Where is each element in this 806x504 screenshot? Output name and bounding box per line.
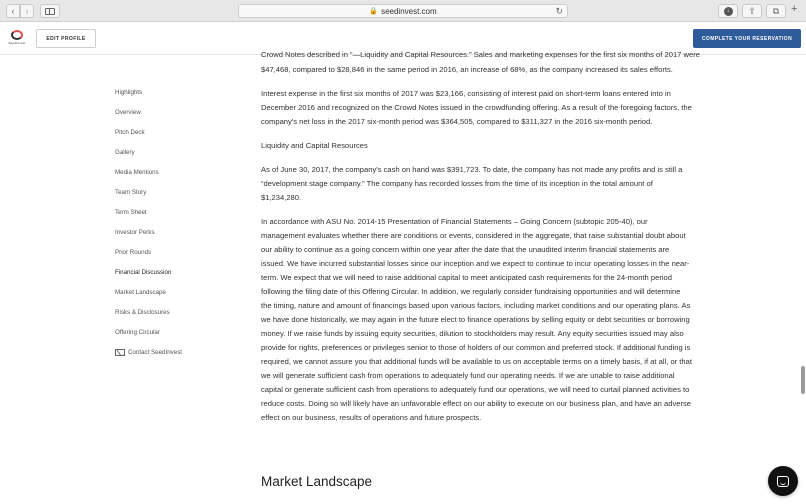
nav-item-pitch-deck[interactable]: Pitch Deck [115,129,145,136]
nav-item-prior-rounds[interactable]: Prior Rounds [115,249,152,256]
downloads-icon: ↓ [724,7,733,16]
sidebar-icon [45,8,55,15]
downloads-button[interactable] [718,4,738,18]
forward-button[interactable] [20,4,34,18]
forward-icon: › [25,6,29,16]
nav-item-gallery[interactable]: Gallery [115,149,135,156]
new-tab-icon[interactable]: + [791,3,798,15]
nav-item-team-story[interactable]: Team Story [115,189,147,196]
sidebar-toggle-button[interactable] [40,4,60,18]
contact-label: Contact SeedInvest [128,349,183,356]
chat-icon [777,476,789,487]
tabs-icon: ⧉ [772,5,780,16]
logo-text: SeedInvest [8,40,26,45]
share-button[interactable] [742,4,762,18]
nav-item-investor-perks[interactable]: Investor Perks [115,229,155,236]
nav-item-contact-seedinvest[interactable] [115,349,182,356]
nav-item-media-mentions[interactable]: Media Mentions [115,169,159,176]
lock-icon: 🔒 [369,8,379,15]
mail-icon [115,349,125,356]
url-text: seedinvest.com [381,6,437,16]
chat-button[interactable] [768,466,798,496]
nav-item-financial-discussion[interactable]: Financial Discussion [115,269,172,276]
edit-profile-button[interactable]: EDIT PROFILE [36,29,96,48]
nav-item-overview[interactable]: Overview [115,109,141,116]
back-button[interactable] [6,4,20,18]
reload-icon[interactable]: ↻ [555,6,563,16]
interest-paragraph: Interest expense in the first six months of 2017 was $23,166, consisting of interest paid on short-term loans entered into in December 2016 and recognized on the Crowd Notes issued in the crowdfunding offering. As a result of the foregoing factors, the company's net loss in the 2017 six-month period was $364,505, compared to $311,327 in the 2016 six-month period. [261,89,692,126]
logo-mark-icon [11,30,23,40]
going-concern-paragraph: In accordance with ASU No. 2014-15 Presentation of Financial Statements – Going Concern (subtopic 205-40), our management evaluates whether there are conditions or events, considered in the aggregate, that raise substantial doubt about our ability to continue as a going concern within one year after the date that the unaudited interim financial statements are issued. We have incurred substantial losses since our inception and we expect to continue to incur operating losses in the near-term. We expect that we will need to raise additional capital to meet anticipated cash requirements for the 24-month period following the filing date of this Offering Circular. In addition, we regularly consider fundraising opportunities and will determine the timing, nature and amount of financings based upon various factors, including market conditions and our operating plans. As we have done historically, we may again in the future elect to finance operations by selling equity or debt securities or borrowing money. If we raise funds by issuing equity securities, dilution to stockholders may result. Any equity securities issued may also provide for rights, preferences or privileges senior to those of holders of our common and preferred stock. If additional funding is required, we cannot assure you that additional funds will be available to us on acceptable terms on a timely basis, if at all, or that we will generate sufficient cash from operations to adequately fund our operating needs. If we are unable to raise additional capital or generate sufficient cash from operations to adequately fund our operations, we will need to curtail planned activities to reduce costs. Doing so will likely have an unfavorable effect on our ability to execute on our business plan, and have an adverse effect on our business, results of operations and future prospects. [261,217,692,422]
seedinvest-logo[interactable] [8,29,26,45]
tabs-button[interactable] [766,4,786,18]
nav-item-offering-circular[interactable]: Offering Circular [115,329,160,336]
browser-toolbar [0,0,806,22]
share-icon: ⇧ [748,5,756,16]
back-icon: ‹ [11,6,15,16]
page-scrollbar[interactable] [801,366,805,394]
paragraph-line: Crowd Notes described in “—Liquidity and Capital Resources.” Sales and marketing expenses for the first six months of 2017 were [261,50,700,59]
paragraph-line: $47,468, compared to $28,846 in the same period in 2016, an increase of 68%, as the company increased its sales efforts. [261,65,673,74]
complete-reservation-button[interactable]: COMPLETE YOUR RESERVATION [693,29,801,48]
nav-item-highlights[interactable]: Highlights [115,89,143,96]
nav-item-market-landscape[interactable]: Market Landscape [115,289,166,296]
nav-item-term-sheet[interactable]: Term Sheet [115,209,147,216]
nav-item-risks-disclosures[interactable]: Risks & Disclosures [115,309,170,316]
cash-paragraph: As of June 30, 2017, the company's cash on hand was $391,723. To date, the company has not made any profits and is still a “development stage company.” The company has recorded losses from the time of its inception in the total amount of $1,234,280. [261,165,683,202]
liquidity-heading: Liquidity and Capital Resources [261,141,368,150]
address-bar[interactable] [238,4,568,18]
market-landscape-heading: Market Landscape [261,474,373,489]
